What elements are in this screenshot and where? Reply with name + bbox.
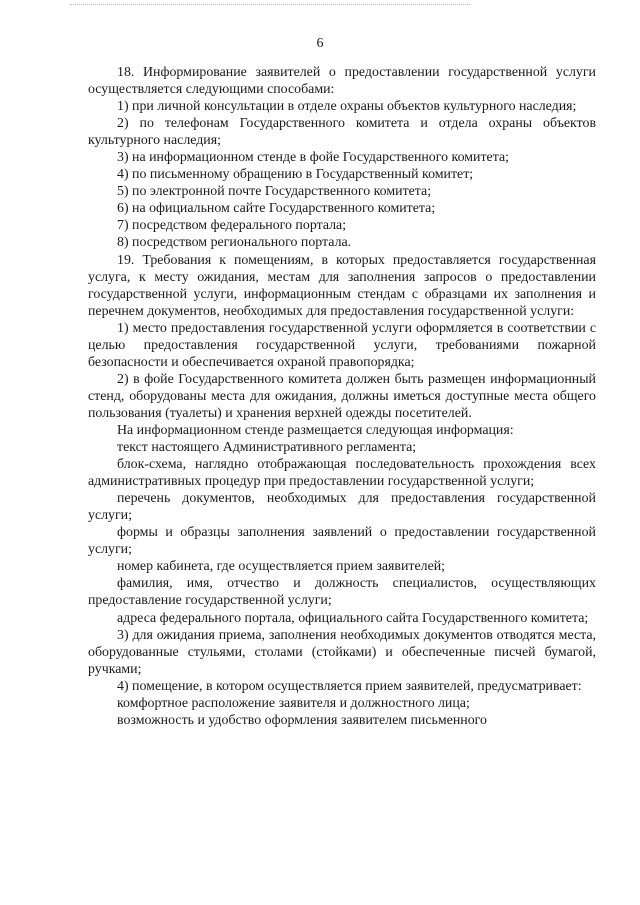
paragraph: 2) в фойе Государственного комитета должен быть размещен информационный стенд, оборудованы места для ожидания, должны иметься доступные места общего пользования (туалеты) и хранения верхней одежды посетителей.: [88, 371, 596, 421]
paragraph: 4) помещение, в котором осуществляется прием заявителей, предусматривает:: [117, 678, 582, 694]
paragraph: номер кабинета, где осуществляется прием заявителей;: [117, 559, 446, 575]
paragraph: 2) по телефонам Государственного комитета и отдела охраны объектов культурного наследия;: [88, 116, 596, 149]
document-body: [88, 64, 596, 729]
paragraph: фамилия, имя, отчество и должность специалистов, осуществляющих предоставление государственной услуги;: [88, 576, 596, 609]
paragraph: адреса федерального портала, официального сайта Государственного комитета;: [117, 610, 589, 626]
paragraph: перечень документов, необходимых для предоставления государственной услуги;: [88, 491, 596, 524]
page-number: 6: [316, 36, 324, 51]
paragraph: На информационном стенде размещается следующая информация:: [117, 422, 514, 438]
paragraph: блок-схема, наглядно отображающая последовательность прохождения всех административных процедур при предоставлении государственной услуги;: [88, 457, 596, 490]
paragraph: 8) посредством регионального портала.: [117, 235, 352, 251]
paragraph: 3) на информационном стенде в фойе Государственного комитета;: [117, 150, 509, 166]
paragraph: комфортное расположение заявителя и должностного лица;: [117, 695, 470, 711]
paragraph: 19. Требования к помещениям, в которых предоставляется государственная услуга, к месту ожидания, местам для заполнения запросов о предоставлении государственной услуги, информационным стендам с образцами их заполнения и перечнем документов, необходимых для предоставления государственной услуги:: [88, 252, 596, 319]
paragraph: 1) при личной консультации в отделе охраны объектов культурного наследия;: [117, 99, 577, 115]
paragraph: 7) посредством федерального портала;: [117, 218, 347, 234]
paragraph: возможность и удобство оформления заявителем письменного: [117, 712, 487, 728]
paragraph: 3) для ожидания приема, заполнения необходимых документов отводятся места, оборудованные стульями, столами (стойками) и обеспеченные писчей бумагой, ручками;: [88, 627, 596, 677]
paragraph: 18. Информирование заявителей о предоставлении государственной услуги осуществляется следующими способами:: [88, 65, 596, 98]
paragraph: 6) на официальном сайте Государственного комитета;: [117, 201, 436, 217]
paragraph: текст настоящего Административного регламента;: [117, 440, 417, 456]
scan-artifact: [70, 4, 470, 8]
paragraph: формы и образцы заполнения заявлений о предоставлении государственной услуги;: [88, 525, 596, 558]
paragraph: 5) по электронной почте Государственного комитета;: [117, 184, 432, 200]
paragraph: 4) по письменному обращению в Государственный комитет;: [117, 167, 474, 183]
paragraph: 1) место предоставления государственной услуги оформляется в соответствии с целью предоставления государственной услуги, требованиями пожарной безопасности и обеспечивается охраной правопорядка;: [88, 320, 596, 370]
